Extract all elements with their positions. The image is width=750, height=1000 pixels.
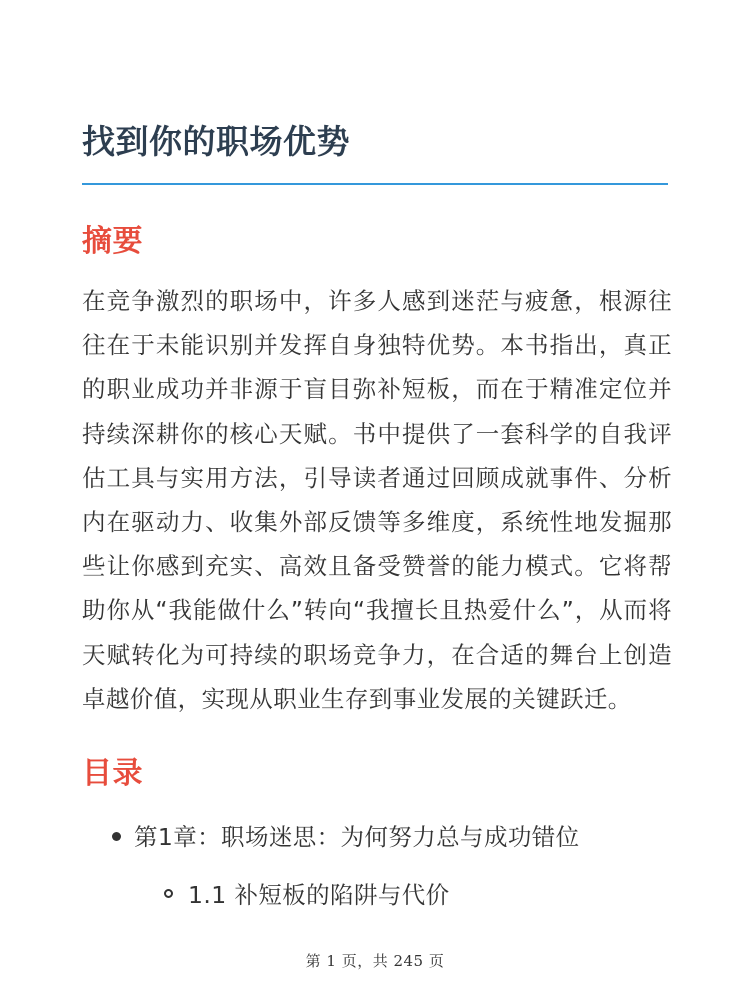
page-number-footer: 第 1 页，共 245 页	[305, 952, 445, 970]
toc-chapter-item	[82, 810, 672, 864]
summary-paragraph: 在竞争激烈的职场中，许多人感到迷茫与疲惫，根源往往在于未能识别并发挥自身独特优势。本书指出，真正的职业成功并非源于盲目弥补短板，而在于精准定位并持续深耕你的核心天赋。书中提供了一套科学的自我评估工具与实用方法，引导读者通过回顾成就事件、分析内在驱动力、收集外部反馈等多维度，系统性地发掘那些让你感到充实、高效且备受赞誉的能力模式。它将帮助你从“我能做什么”转向“我擅长且热爱什么”，从而将天赋转化为可持续的职场竞争力，在合适的舞台上创造卓越价值，实现从职业生存到事业发展的关键跃迁。	[82, 287, 672, 713]
hollow-bullet-icon	[164, 889, 173, 898]
document-title: 找到你的职场优势	[82, 122, 350, 161]
toc-section-label: 1.1 补短板的陷阱与代价	[188, 881, 450, 909]
summary-heading: 摘要	[82, 224, 143, 259]
toc-section-item	[82, 866, 672, 924]
toc-chapter-label: 第1章：职场迷思：为何努力总与成功错位	[134, 823, 580, 851]
title-divider	[82, 183, 668, 185]
table-of-contents-heading: 目录	[82, 756, 143, 791]
filled-bullet-icon	[112, 832, 121, 841]
table-of-contents-list	[82, 810, 672, 924]
